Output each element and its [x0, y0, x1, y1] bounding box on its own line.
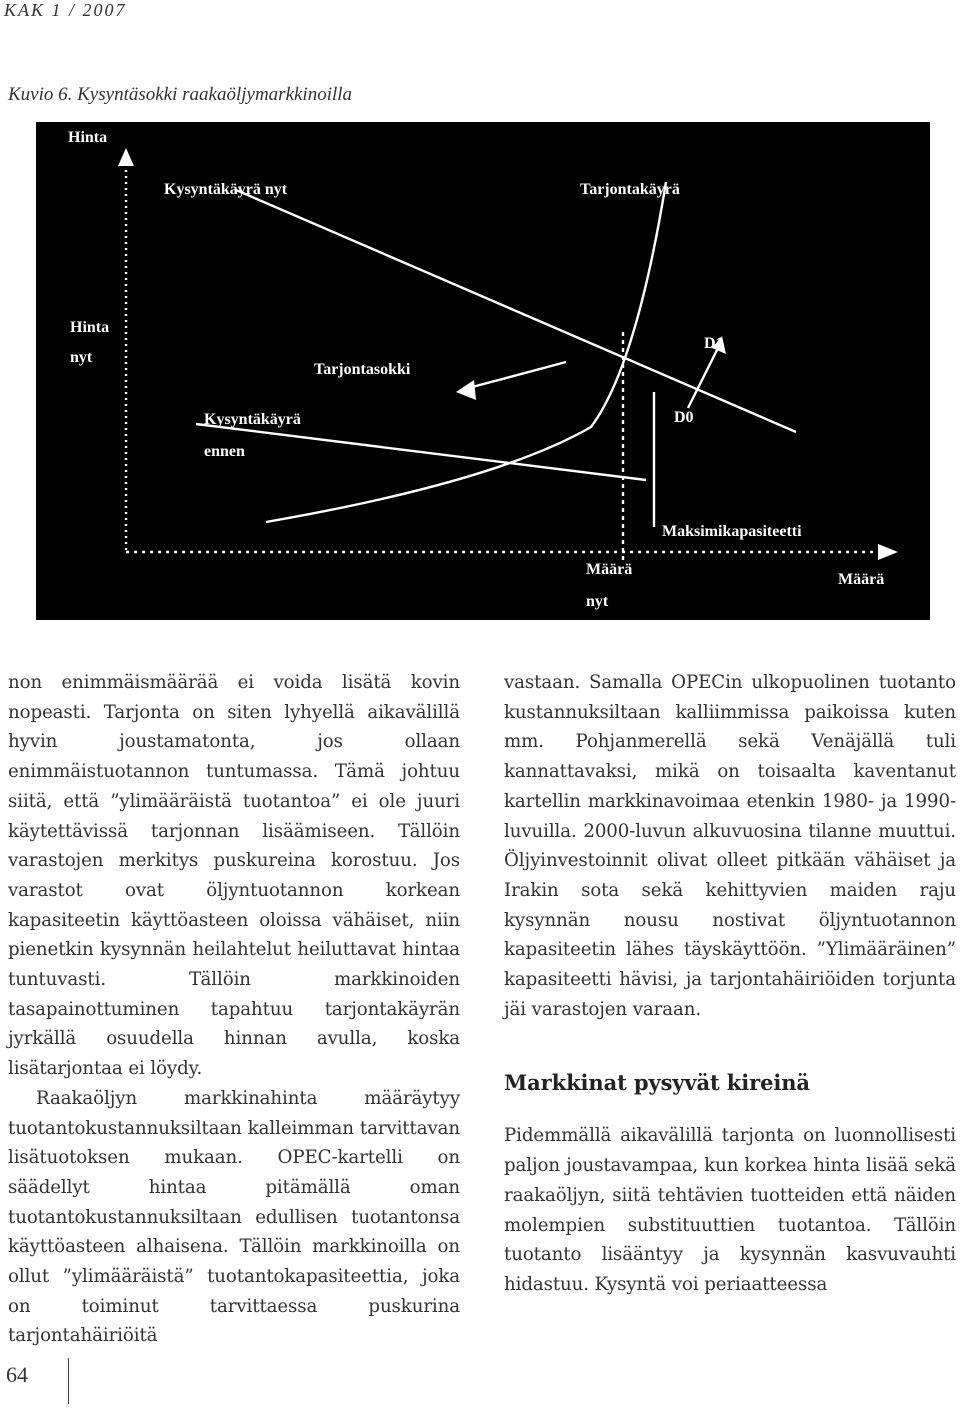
left-paragraph-2: Raakaöljyn markkinahinta määräytyy tuotantokustannuksiltaan kalleimman tarvittavan lisätuotoksen mukaan. OPEC-kartelli on säädellyt hintaa pitämällä oman tuotantokustannuksiltaan edullisen tuotantonsa käyttöasteen alhaisena. Tällöin markkinoilla on ollut ”ylimääräistä” tuotantokapasiteettia, joka on toiminut tarvittaessa puskurina tarjontahäiriöitä: [8, 1087, 460, 1347]
journal-header: KAK 1 / 2007: [4, 0, 127, 20]
page-number: 64: [6, 1362, 28, 1387]
price-now-label-2: nyt: [70, 349, 93, 366]
section-heading: Markkinat pysyvät kireinä: [504, 1070, 810, 1096]
quantity-now-label-2: nyt: [586, 593, 609, 610]
quantity-now-label-1: Määrä: [586, 561, 633, 578]
x-axis-arrowhead: [878, 544, 898, 560]
demand-before-label-2: ennen: [204, 443, 245, 460]
right-paragraph-1: vastaan. Samalla OPECin ulkopuolinen tuotanto kustannuksiltaan kalliimmissa paikoissa kuten mm. Pohjanmerellä sekä Venäjällä tuli kannattavaksi, mikä on toisaalta kaventanut kartellin markkinavoimaa etenkin 1980- ja 1990-luvuilla. 2000-luvun alkuvuosina tilanne muuttui. Öljyinvestoinnit olivat olleet pitkään vähäiset ja Irakin sota sekä kehittyvien maiden raju kysynnän nousu nostivat öljyntuotannon kapasiteetin lähes täyskäyttöön. ”Ylimääräinen” kapasiteetti hävisi, ja tarjontahäiriöiden torjunta jäi varastojen varaan.: [504, 672, 956, 1020]
left-column: [8, 668, 460, 1351]
supply-shock-label: Tarjontasokki: [314, 361, 411, 378]
x-axis-label: Määrä: [838, 571, 885, 588]
supply-curve-label: Tarjontakäyrä: [580, 181, 680, 198]
demand-shift-arrow: [688, 348, 718, 408]
demand-now-label: Kysyntäkäyrä nyt: [164, 181, 288, 198]
footer-divider: [68, 1358, 69, 1404]
demand-before-label-1: Kysyntäkäyrä: [204, 411, 301, 428]
demand-curve-now: [236, 190, 796, 432]
demand-shift-plus-label: D1: [704, 335, 724, 352]
supply-shock-arrow: [461, 362, 566, 390]
right-paragraph-2: Pidemmällä aikavälillä tarjonta on luonnollisesti paljon joustavampaa, kun korkea hinta lisää sekä raakaöljyn, siitä tehtävien tuotteiden että näiden molempien substituuttien tuotantoa. Tällöin tuotanto lisääntyy ja kysynnän kasvuvauhti hidastuu. Kysyntä voi periaatteessa: [504, 1125, 956, 1295]
supply-demand-diagram: [36, 122, 930, 620]
y-axis-arrowhead: [118, 148, 134, 166]
y-axis-label: Hinta: [68, 129, 108, 146]
right-column: [504, 668, 956, 1300]
demand-shift-minus-label: D0: [674, 409, 694, 426]
figure-diagram: [36, 122, 930, 620]
supply-curve: [266, 182, 666, 522]
max-capacity-label: Maksimikapasiteetti: [662, 523, 802, 540]
left-paragraph-1: non enimmäismäärää ei voida lisätä kovin nopeasti. Tarjonta on siten lyhyellä aikavälillä hyvin joustamatonta, jos ollaan enimmäistuotannon tuntumassa. Tämä johtuu siitä, että ”ylimääräistä tuotantoa” ei ole juuri käytettävissä tarjonnan lisäämiseen. Tällöin varastojen merkitys puskureina korostuu. Jos varastot ovat öljyntuotannon korkean kapasiteetin käyttöasteen oloissa vähäiset, niin pienetkin kysynnän heilahtelut heiluttavat hintaa tuntuvasti. Tällöin markkinoiden tasapainottuminen tapahtuu tarjontakäyrän jyrkällä osuudella hinnan avulla, koska lisätarjontaa ei löydy.: [8, 672, 460, 1080]
demand-curve-before: [196, 424, 646, 480]
price-now-label-1: Hinta: [70, 319, 110, 336]
shock-arrowhead: [456, 380, 476, 400]
figure-caption: Kuvio 6. Kysyntäsokki raakaöljymarkkinoilla: [8, 84, 353, 105]
